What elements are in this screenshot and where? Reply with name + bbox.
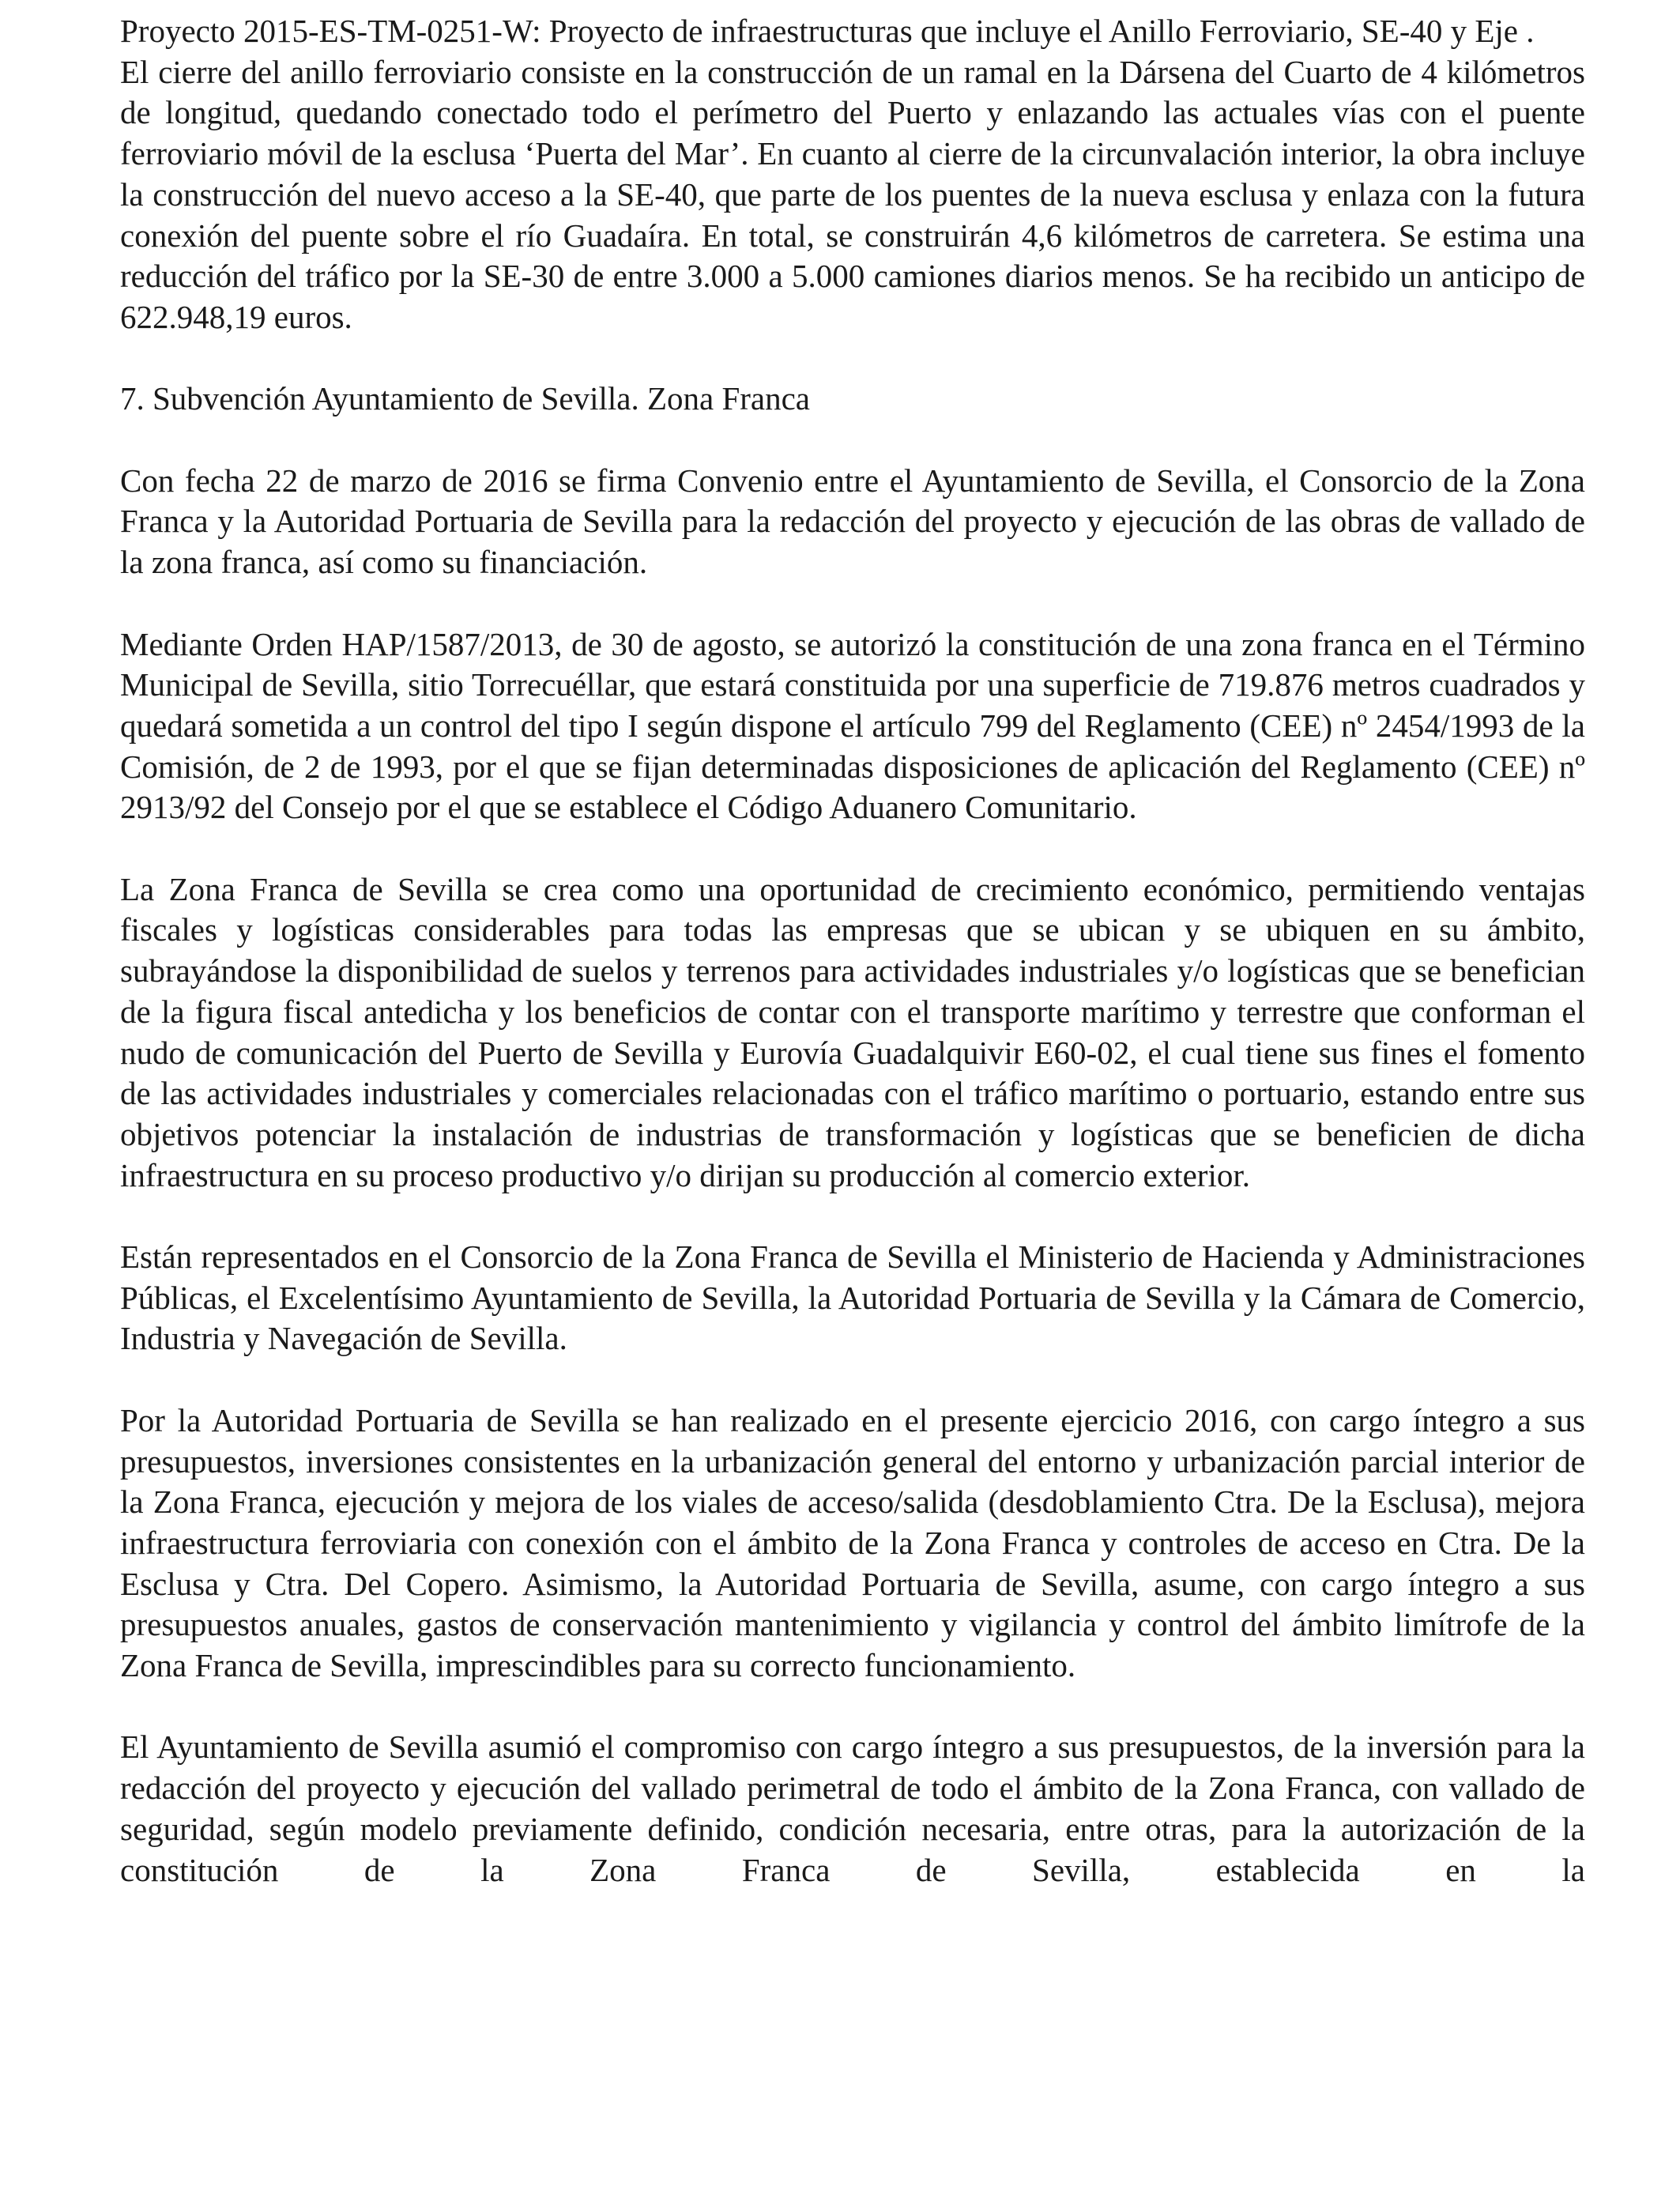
paragraph-orden-hap: Mediante Orden HAP/1587/2013, de 30 de agosto, se autorizó la constitución de una zona franca en el Término Municipal de Sevilla, sitio Torrecuéllar, que estará constituida por una superficie de 719.876 metros cuadrados y quedará sometida a un control del tipo I según dispone el artículo 799 del Reglamento (CEE) nº 2454/1993 de la Comisión, de 2 de 1993, por el que se fijan determinadas disposiciones de aplicación del Reglamento (CEE) nº 2913/92 del Consejo por el que se establece el Código Aduanero Comunitario. bbox=[120, 625, 1585, 826]
paragraph-anillo-ferroviario: El cierre del anillo ferroviario consiste en la construcción de un ramal en la Dársena del Cuarto de 4 kilómetros de longitud, quedando conectado todo el perímetro del Puerto y enlazando las actuales vías con el puente ferroviario móvil de la esclusa ‘Puerta del Mar’. En cuanto al cierre de la circunvalación interior, la obra incluye la construcción del nuevo acceso a la SE-40, que parte de los puentes de la nueva esclusa y enlaza con la futura conexión del puente sobre el río Guadaíra. En total, se construirán 4,6 kilómetros de carretera. Se estima una reducción del tráfico por la SE-30 de entre 3.000 a 5.000 camiones diarios menos. Se ha recibido un anticipo de 622.948,19 euros. bbox=[120, 53, 1585, 335]
project-line: Proyecto 2015-ES-TM-0251-W: Proyecto de infraestructuras que incluye el Anillo Ferroviario, SE-40 y Eje . bbox=[120, 13, 1535, 49]
paragraph-consorcio-representantes: Están representados en el Consorcio de la Zona Franca de Sevilla el Ministerio de Hacienda y Administraciones Públicas, el Excelentísimo Ayuntamiento de Sevilla, la Autoridad Portuaria de Sevilla y la Cámara de Comercio, Industria y Navegación de Sevilla. bbox=[120, 1238, 1585, 1357]
section-heading: 7. Subvención Ayuntamiento de Sevilla. Zona Franca bbox=[120, 380, 810, 417]
document-page bbox=[120, 11, 1585, 1891]
paragraph-convenio: Con fecha 22 de marzo de 2016 se firma Convenio entre el Ayuntamiento de Sevilla, el Consorcio de la Zona Franca y la Autoridad Portuaria de Sevilla para la redacción del proyecto y ejecución de las obras de vallado de la zona franca, así como su financiación. bbox=[120, 462, 1585, 581]
paragraph-autoridad-portuaria-inversiones: Por la Autoridad Portuaria de Sevilla se han realizado en el presente ejercicio 2016, con cargo íntegro a sus presupuestos, inversiones consistentes en la urbanización general del entorno y urbanización parcial interior de la Zona Franca, ejecución y mejora de los viales de acceso/salida (desdoblamiento Ctra. De la Esclusa), mejora infraestructura ferroviaria con conexión con el ámbito de la Zona Franca y controles de acceso en Ctra. De la Esclusa y Ctra. Del Copero. Asimismo, la Autoridad Portuaria de Sevilla, asume, con cargo íntegro a sus presupuestos anuales, gastos de conservación mantenimiento y vigilancia y control del ámbito limítrofe de la Zona Franca de Sevilla, imprescindibles para su correcto funcionamiento. bbox=[120, 1401, 1585, 1684]
paragraph-zona-franca-crecimiento: La Zona Franca de Sevilla se crea como una oportunidad de crecimiento económico, permitiendo ventajas fiscales y logísticas considerables para todas las empresas que se ubican y se ubiquen en su ámbito, subrayándose la disponibilidad de suelos y terrenos para actividades industriales y/o logísticas que se benefician de la figura fiscal antedicha y los beneficios de contar con el transporte marítimo y terrestre que conforman el nudo de comunicación del Puerto de Sevilla y Eurovía Guadalquivir E60-02, el cual tiene sus fines el fomento de las actividades industriales y comerciales relacionadas con el tráfico marítimo o portuario, estando entre sus objetivos potenciar la instalación de industrias de transformación y logísticas que se beneficien de dicha infraestructura en su proceso productivo y/o dirijan su producción al comercio exterior. bbox=[120, 870, 1585, 1193]
paragraph-ayuntamiento-compromiso: El Ayuntamiento de Sevilla asumió el compromiso con cargo íntegro a sus presupuestos, de la inversión para la redacción del proyecto y ejecución del vallado perimetral de todo el ámbito de la Zona Franca, con vallado de seguridad, según modelo previamente definido, condición necesaria, entre otras, para la autorización de la constitución de la Zona Franca de Sevilla, establecida en la bbox=[120, 1728, 1585, 1888]
